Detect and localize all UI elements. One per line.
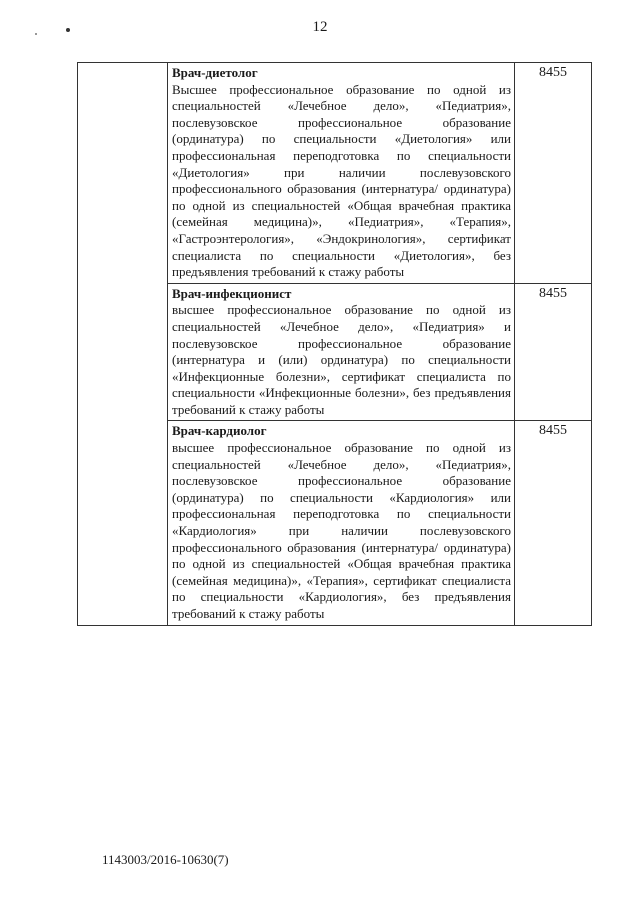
salary-cell bbox=[515, 283, 592, 421]
salary-value: 8455 bbox=[539, 285, 567, 301]
position-title: Врач-инфекционист bbox=[172, 285, 292, 301]
positions-table bbox=[77, 62, 592, 626]
page-number: 12 bbox=[312, 19, 328, 35]
empty-left-column bbox=[78, 63, 168, 626]
table-row bbox=[78, 63, 592, 284]
scan-speck bbox=[35, 33, 37, 35]
position-description: высшее профессиональное образование по одной из специальностей «Лечебное дело», «Педиатрия», послевузовское профессиональное образование (ординатура) по специальности «Кардиология» или профессиональная переподготовка по специальности «Кардиология» при наличии послевузовского профессионального образования (интернатура/ ординатура) по одной из специальностей «Общая врачебная практика (семейная медицина)», «Терапия», сертификат специалиста по специальности «Кардиология», без предъявления требований к стажу работы bbox=[172, 440, 511, 621]
salary-value: 8455 bbox=[539, 423, 567, 439]
position-cell bbox=[168, 63, 515, 284]
document-code: 1143003/2016-10630(7) bbox=[102, 852, 229, 867]
position-cell bbox=[168, 283, 515, 421]
position-title: Врач-кардиолог bbox=[172, 423, 267, 439]
scan-speck bbox=[66, 28, 70, 32]
position-title: Врач-диетолог bbox=[172, 65, 258, 80]
salary-cell bbox=[515, 63, 592, 284]
position-description: высшее профессиональное образование по одной из специальностей «Лечебное дело», «Педиатрия» и послевузовское профессиональное образование (интернатура и (или) ординатура) по специальности «Инфекционные болезни», сертификат специалиста по специальности «Инфекционные болезни», без предъявления требований к стажу работы bbox=[172, 302, 511, 417]
position-description: Высшее профессиональное образование по одной из специальностей «Лечебное дело», «Педиатрия», послевузовское профессиональное образование (ординатура) по специальности «Диетология» или профессиональная переподготовка по специальности «Диетология» при наличии послевузовского профессионального образования (интернатура/ ординатура) по одной из специальностей «Общая врачебная практика (семейная медицина)», «Педиатрия», «Терапия», «Гастроэнтерология», «Эндокринология», сертификат специалиста по специальности «Диетология», без предъявления требований к стажу работы bbox=[172, 81, 511, 280]
position-cell bbox=[168, 421, 515, 625]
salary-cell bbox=[515, 421, 592, 625]
salary-value: 8455 bbox=[539, 65, 567, 80]
